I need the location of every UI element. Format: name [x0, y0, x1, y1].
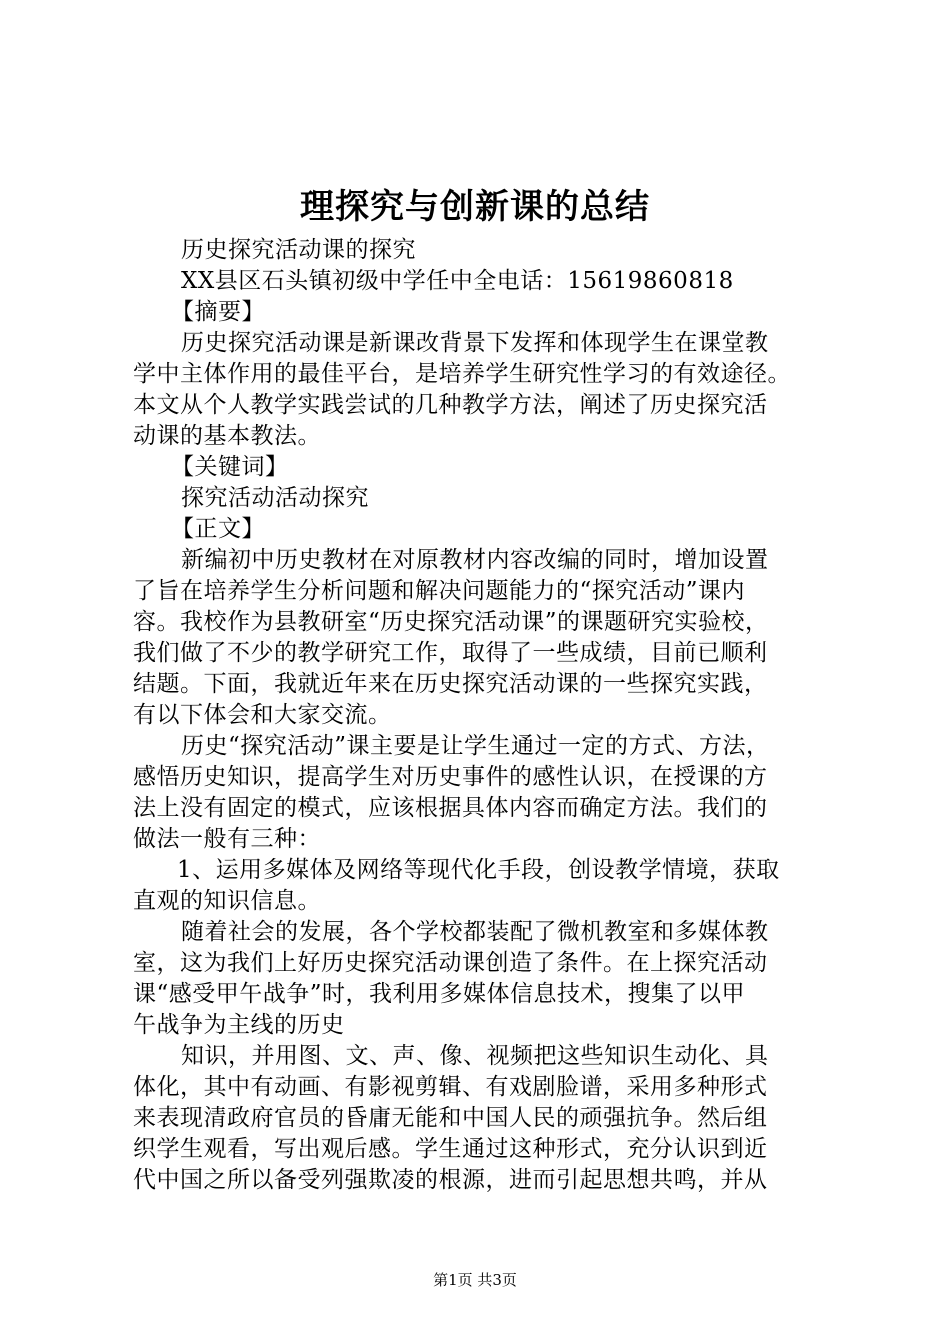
paragraph-line: 课“感受甲午战争”时，我利用多媒体信息技术，搜集了以甲 [133, 981, 746, 1007]
paragraph-line: 历史探究活动课是新课改背景下发挥和体现学生在课堂教 [181, 330, 769, 356]
paragraph-line: 午战争为主线的历史 [133, 1012, 345, 1038]
paragraph-line: 来表现清政府官员的昏庸无能和中国人民的顽强抗争。然后组 [133, 1105, 768, 1131]
paragraph-line: 法上没有固定的模式，应该根据具体内容而确定方法。我们的 [133, 795, 768, 821]
paragraph-line: 动课的基本教法。 [133, 423, 321, 449]
paragraph-line: 体化，其中有动画、有影视剪辑、有戏剧脸谱，采用多种形式 [133, 1074, 768, 1100]
paragraph-line: 新编初中历史教材在对原教材内容改编的同时，增加设置 [181, 547, 769, 573]
paragraph-line: 结题。下面，我就近年来在历史探究活动课的一些探究实践， [133, 671, 768, 697]
paragraph-line: 我们做了不少的教学研究工作，取得了一些成绩，目前已顺利 [133, 640, 768, 666]
section-heading-body: 【正文】 [171, 516, 265, 542]
paragraph-line: 直观的知识信息。 [133, 888, 321, 914]
paragraph-line: 织学生观看，写出观后感。学生通过这种形式，充分认识到近 [133, 1136, 768, 1162]
paragraph-line: 代中国之所以备受列强欺凌的根源，进而引起思想共鸣，并从 [133, 1167, 768, 1193]
paragraph-line: 容。我校作为县教研室“历史探究活动课”的课题研究实验校， [133, 609, 769, 635]
section-heading-keywords: 【关键词】 [171, 454, 289, 480]
paragraph-line: 做法一般有三种： [133, 826, 321, 852]
paragraph-line: 随着社会的发展，各个学校都装配了微机教室和多媒体教 [181, 919, 769, 945]
paragraph-line: 历史“探究活动”课主要是让学生通过一定的方式、方法， [181, 733, 770, 759]
subtitle-line: 历史探究活动课的探究 [181, 237, 416, 263]
paragraph-line: 学中主体作用的最佳平台，是培养学生研究性学习的有效途径。 [133, 361, 791, 387]
author-line: XX县区石头镇初级中学任中全电话：15619860818 [181, 268, 734, 294]
section-heading-abstract: 【摘要】 [171, 299, 265, 325]
document-body [133, 235, 833, 1196]
paragraph-line: 知识，并用图、文、声、像、视频把这些知识生动化、具 [181, 1043, 769, 1069]
document-title: 理探究与创新课的总结 [300, 187, 650, 227]
paragraph-line: 感悟历史知识，提高学生对历史事件的感性认识，在授课的方 [133, 764, 768, 790]
keywords-line: 探究活动活动探究 [181, 485, 369, 511]
paragraph-line: 室，这为我们上好历史探究活动课创造了条件。在上探究活动 [133, 950, 768, 976]
paragraph-line: 有以下体会和大家交流。 [133, 702, 392, 728]
numbered-item-line: 1、运用多媒体及网络等现代化手段，创设教学情境，获取 [177, 857, 780, 883]
page-number-footer: 第1页 共3页 [433, 1271, 517, 1289]
paragraph-line: 了旨在培养学生分析问题和解决问题能力的“探究活动”课内 [133, 578, 746, 604]
paragraph-line: 本文从个人教学实践尝试的几种教学方法，阐述了历史探究活 [133, 392, 768, 418]
